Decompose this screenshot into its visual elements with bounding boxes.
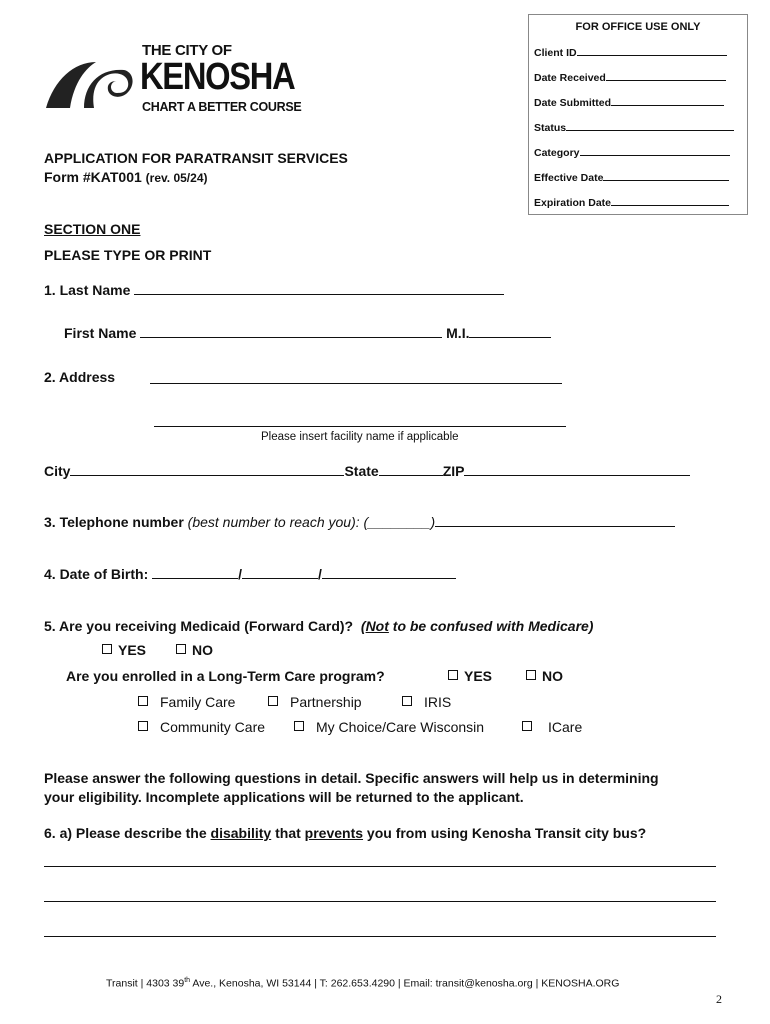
instructions-line-2: your eligibility. Incomplete applications will be returned to the applicant. bbox=[44, 789, 524, 805]
first-name-label: First Name M.I. bbox=[64, 325, 551, 341]
office-field-status: Status bbox=[534, 120, 734, 134]
office-field-client-id: Client ID bbox=[534, 45, 727, 59]
program-icare[interactable]: ICare bbox=[522, 719, 582, 735]
instructions-line-1: Please answer the following questions in detail. Specific answers will help us in determining bbox=[44, 770, 659, 786]
first-name-field[interactable] bbox=[140, 325, 442, 338]
telephone-label: 3. Telephone number bbox=[44, 514, 184, 530]
answer-line-2[interactable] bbox=[44, 901, 716, 902]
address-field-line-1[interactable] bbox=[150, 371, 562, 384]
office-field-expiration-date: Expiration Date bbox=[534, 195, 729, 209]
office-use-header: FOR OFFICE USE ONLY bbox=[575, 21, 701, 33]
checkbox-icon bbox=[176, 644, 186, 654]
answer-line-3[interactable] bbox=[44, 936, 716, 937]
checkbox-icon bbox=[138, 721, 148, 731]
middle-initial-label: M.I. bbox=[446, 325, 470, 341]
city-state-zip-row bbox=[44, 463, 690, 479]
city-label: City bbox=[44, 463, 71, 479]
logo-line-2: KENOSHA bbox=[140, 56, 295, 98]
program-family-care[interactable]: Family Care bbox=[138, 694, 235, 710]
ltc-yes[interactable]: YES bbox=[448, 668, 492, 684]
checkbox-icon bbox=[138, 696, 148, 706]
form-revision: (rev. 05/24) bbox=[145, 171, 208, 185]
checkbox-icon bbox=[448, 670, 458, 680]
logo-tagline: CHART A BETTER COURSE bbox=[142, 100, 302, 114]
disability-question: 6. a) Please describe the disability that prevents you from using Kenosha Transit city bus? bbox=[44, 825, 647, 841]
checkbox-icon bbox=[522, 721, 532, 731]
address-field-line-2[interactable] bbox=[154, 414, 566, 427]
dob-year-field[interactable] bbox=[322, 566, 456, 579]
telephone-row bbox=[44, 514, 675, 530]
form-number: Form #KAT001 (rev. 05/24) bbox=[44, 169, 208, 185]
checkbox-icon bbox=[402, 696, 412, 706]
office-field-date-submitted: Date Submitted bbox=[534, 95, 724, 109]
form-title: APPLICATION FOR PARATRANSIT SERVICES bbox=[44, 150, 348, 166]
program-community-care[interactable]: Community Care bbox=[138, 719, 265, 735]
checkbox-icon bbox=[294, 721, 304, 731]
telephone-field[interactable] bbox=[435, 514, 675, 527]
footer-contact: Transit | 4303 39th Ave., Kenosha, WI 53144 | T: 262.653.4290 | Email: transit@kenosha.org | KENOSHA.ORG bbox=[106, 977, 620, 990]
zip-label: ZIP bbox=[442, 463, 465, 479]
office-field-date-received: Date Received bbox=[534, 70, 726, 84]
dob-day-field[interactable] bbox=[242, 566, 318, 579]
office-use-box bbox=[528, 14, 748, 215]
page-number: 2 bbox=[716, 992, 722, 1006]
checkbox-icon bbox=[526, 670, 536, 680]
medicaid-question: 5. Are you receiving Medicaid (Forward Card)? (Not to be confused with Medicare) bbox=[44, 618, 594, 634]
section-instruction: PLEASE TYPE OR PRINT bbox=[44, 247, 212, 263]
checkbox-icon bbox=[102, 644, 112, 654]
facility-hint: Please insert facility name if applicable bbox=[261, 431, 459, 443]
city-field[interactable] bbox=[70, 463, 344, 476]
last-name-field[interactable] bbox=[134, 282, 504, 295]
wave-logo-icon bbox=[44, 50, 136, 110]
logo-line-1: THE CITY OF bbox=[142, 42, 232, 59]
address-label: 2. Address bbox=[44, 369, 116, 385]
telephone-hint: (best number to reach you): (________) bbox=[187, 514, 436, 530]
last-name-label: 1. Last Name bbox=[44, 282, 504, 298]
medicaid-yes[interactable]: YES bbox=[102, 642, 146, 658]
medicaid-no[interactable]: NO bbox=[176, 642, 213, 658]
checkbox-icon bbox=[268, 696, 278, 706]
answer-line-1[interactable] bbox=[44, 866, 716, 867]
program-partnership[interactable]: Partnership bbox=[268, 694, 362, 710]
program-iris[interactable]: IRIS bbox=[402, 694, 451, 710]
office-field-effective-date: Effective Date bbox=[534, 170, 729, 184]
section-heading: SECTION ONE bbox=[44, 221, 141, 237]
zip-field[interactable] bbox=[464, 463, 690, 476]
city-logo bbox=[44, 42, 306, 118]
ltc-no[interactable]: NO bbox=[526, 668, 563, 684]
middle-initial-field[interactable] bbox=[469, 325, 551, 338]
dob-row: 4. Date of Birth: / / bbox=[44, 566, 456, 582]
dob-month-field[interactable] bbox=[152, 566, 238, 579]
office-field-category: Category bbox=[534, 145, 730, 159]
program-my-choice[interactable]: My Choice/Care Wisconsin bbox=[294, 719, 484, 735]
state-label: State bbox=[344, 463, 379, 479]
state-field[interactable] bbox=[379, 463, 443, 476]
ltc-question: Are you enrolled in a Long-Term Care program? bbox=[66, 668, 385, 684]
dob-label: 4. Date of Birth: bbox=[44, 566, 149, 582]
